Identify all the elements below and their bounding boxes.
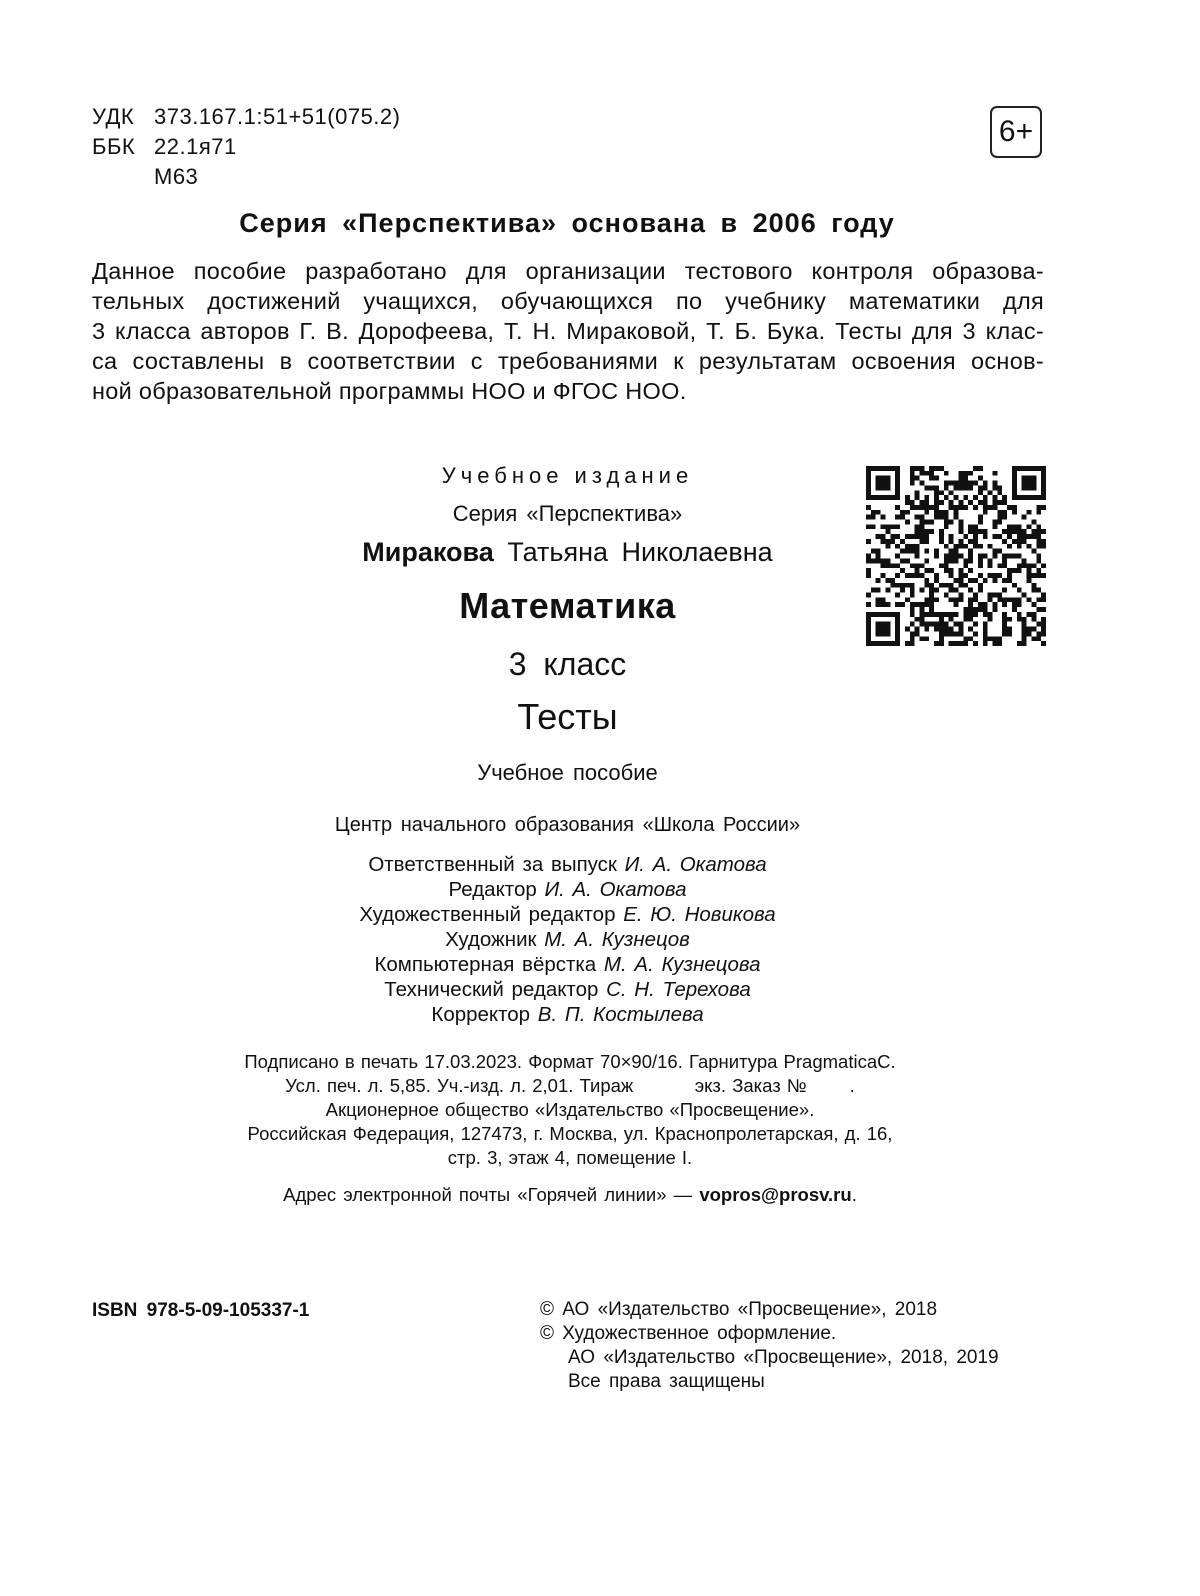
bbk-line <box>92 134 237 160</box>
annotation-line: 3 класса авторов Г. В. Дорофеева, Т. Н. Миракoвой, Т. Б. Бука. Тесты для 3 клас- <box>92 318 1044 344</box>
copyright-line: © АО «Издательство «Просвещение», 2018 <box>540 1299 938 1320</box>
copyright <box>540 1298 999 1394</box>
bbk-label: ББК <box>92 134 136 159</box>
education-center: Центр начального образования «Школа России» <box>334 814 801 836</box>
edition-type: Учебное издание <box>441 463 694 488</box>
udk-line <box>92 104 400 130</box>
staff-line: Художник М. А. Кузнецов <box>445 928 690 951</box>
age-rating-badge: 6+ <box>990 106 1042 158</box>
annotation-line: са составлены в соответствии с требованиями к результатам освоения основ- <box>92 348 1044 374</box>
annotation-line: ной образовательной программы НОО и ФГОС НОО. <box>92 378 687 404</box>
hotline-email[interactable]: vopros@prosv.ru <box>699 1184 852 1205</box>
grade: 3 класс <box>508 646 627 682</box>
copyright-line: © Художественное оформление. <box>540 1323 837 1344</box>
annotation <box>92 256 1044 406</box>
copyright-line: АО «Издательство «Просвещение», 2018, 2019 <box>568 1347 999 1368</box>
udk-label: УДК <box>92 104 135 129</box>
imprint-line: Акционерное общество «Издательство «Просвещение». <box>325 1099 815 1120</box>
copyright-line: Все права защищены <box>568 1371 765 1392</box>
staff-line: Ответственный за выпуск И. А. Окатова <box>368 853 767 876</box>
edition-kind: Учебное пособие <box>477 760 658 785</box>
author <box>300 537 835 568</box>
annotation-line: тельных достижений учащихся, обучающихся по учебнику математики для <box>92 288 1044 314</box>
author-first-name: Татьяна Николаевна <box>507 537 773 567</box>
annotation-line: Данное пособие разработано для организации тестового контроля образова- <box>92 258 1044 284</box>
qr-code <box>866 466 1046 646</box>
staff-line: Технический редактор С. Н. Терехова <box>384 978 751 1001</box>
staff-line: Редактор И. А. Окатова <box>448 878 687 901</box>
hotline-label: Адрес электронной почты «Горячей линии» — <box>283 1184 693 1205</box>
book-title: Математика <box>459 585 676 626</box>
author-mark: М63 <box>154 164 199 189</box>
staff-line: Корректор В. П. Костылева <box>431 1003 704 1026</box>
author-mark-line <box>92 164 198 190</box>
staff-credits <box>250 852 885 1027</box>
imprint-line: Российская Федерация, 127473, г. Москва, ул. Краснопролетарская, д. 16, <box>247 1123 893 1144</box>
hotline: Адрес электронной почты «Горячей линии» — vopros@prosv.ru. <box>283 1184 857 1205</box>
subtitle: Тесты <box>517 696 618 737</box>
series-founded-heading: Серия «Перспектива» основана в 2006 году <box>239 208 895 238</box>
author-last-name: Миракова <box>362 537 494 567</box>
staff-line: Художественный редактор Е. Ю. Новикова <box>359 903 776 926</box>
edition-series: Серия «Перспектива» <box>452 501 683 526</box>
staff-line: Компьютерная вёрстка М. А. Кузнецова <box>374 953 761 976</box>
isbn: ISBN 978-5-09-105337-1 <box>92 1300 310 1321</box>
bbk-value: 22.1я71 <box>154 134 237 159</box>
imprint-line: стр. 3, этаж 4, помещение I. <box>447 1147 693 1168</box>
imprint-line: Подписано в печать 17.03.2023. Формат 70×90/16. Гарнитура PragmaticaC. <box>244 1051 896 1072</box>
udk-value: 373.167.1:51+51(075.2) <box>154 104 401 129</box>
imprint <box>150 1050 990 1170</box>
imprint-line: Усл. печ. л. 5,85. Уч.-изд. л. 2,01. Тираж экз. Заказ № . <box>285 1075 855 1096</box>
qr-modules <box>866 466 1046 646</box>
